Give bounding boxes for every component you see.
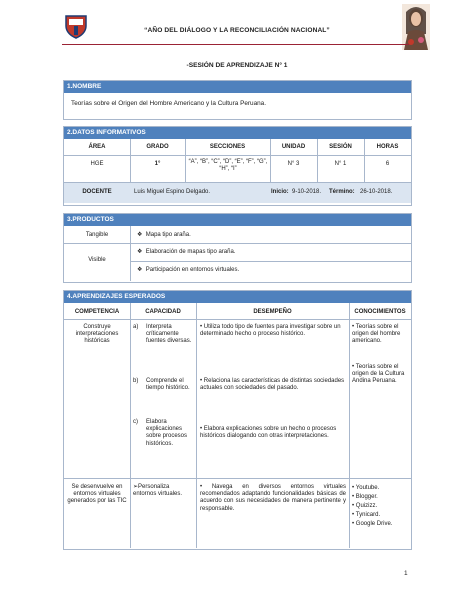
desempeno-text: Elabora explicaciones sobre un hecho o procesos históricos dialogando con otras interpretaciones. (200, 426, 337, 440)
diamond-bullet-icon: ❖ (137, 232, 143, 238)
col-divider (185, 139, 186, 183)
bullet-icon: • (200, 484, 212, 490)
inicio-label: Inicio: (271, 189, 289, 195)
visible-label: Visible (88, 257, 106, 263)
capacidad-2 (133, 484, 193, 498)
desempeno-item (200, 324, 346, 338)
value-area: HGE (90, 161, 104, 167)
visible-item-text: Elaboración de mapas tipo araña. (145, 249, 236, 255)
section-heading: 2.DATOS INFORMATIVOS (64, 127, 411, 139)
value-sesion: N° 1 (334, 161, 347, 167)
col-divider (364, 139, 365, 183)
conocimiento-text: Quizizz. (355, 503, 378, 509)
desempeno-item (200, 426, 346, 440)
conocimiento-item (352, 484, 410, 493)
nombre-text: Teorías sobre el Origen del Hombre Americano y la Cultura Peruana. (71, 100, 267, 107)
conocimiento-item (352, 493, 410, 502)
tangible-label: Tangible (85, 232, 109, 238)
col-desempeno: DESEMPEÑO (253, 309, 292, 315)
bullet-icon: • (352, 364, 356, 370)
header-divider (62, 44, 409, 45)
tangible-item-text: Mapa tipo araña. (145, 232, 191, 238)
capacidad-text: Elabora explicaciones sobre procesos históricos. (146, 419, 188, 447)
arrow-bullet-icon: ➢ (133, 484, 139, 490)
competencia-1: Construye interpretaciones históricas (75, 324, 119, 345)
col-unidad: UNIDAD (281, 144, 306, 150)
section-datos (63, 126, 412, 206)
bullet-icon: • (200, 324, 204, 330)
row-divider (64, 478, 411, 479)
conocimiento-item (352, 511, 410, 520)
docente-name: Luis Miguel Espino Delgado. (134, 189, 211, 195)
conocimientos-2 (352, 484, 410, 529)
conocimiento-text: Google Drive. (355, 521, 393, 527)
tangible-item (137, 232, 191, 240)
section-aprendizajes (63, 290, 412, 550)
col-divider (317, 139, 318, 183)
conocimiento-item (352, 324, 410, 346)
bullet-icon: • (352, 503, 356, 509)
col-divider (270, 139, 271, 183)
inicio-value: 9-10-2018. (292, 189, 322, 195)
diamond-bullet-icon: ❖ (137, 267, 143, 273)
col-secciones: SECCIONES (209, 144, 246, 150)
capacidad-letter: c) (133, 419, 138, 425)
col-horas: HORAS (376, 144, 399, 150)
bullet-icon: • (352, 494, 356, 500)
capacidad-2-text: Personaliza entornos virtuales. (133, 484, 183, 498)
bullet-icon: • (200, 378, 204, 384)
capacidad-letter: b) (133, 378, 139, 384)
col-divider (349, 303, 350, 548)
row-divider (64, 155, 411, 156)
bullet-icon: • (352, 521, 356, 527)
col-area: ÁREA (88, 144, 106, 150)
capacidad-text: Comprende el tiempo histórico. (146, 378, 190, 392)
col-divider (130, 139, 131, 183)
bullet-icon: • (352, 485, 356, 491)
section-heading: 4.APRENDIZAJES ESPERADOS (64, 291, 411, 303)
page-number: 1 (404, 570, 408, 577)
value-grado: 1° (154, 161, 161, 167)
session-title: -SESIÓN DE APRENDIZAJE N° 1 (186, 62, 288, 69)
conocimiento-item (352, 364, 410, 386)
col-divider (130, 226, 131, 281)
visible-item-text: Participación en entornos virtuales. (145, 267, 240, 273)
col-grado: GRADO (146, 144, 169, 150)
visible-item (137, 249, 235, 257)
competencia-2: Se desenvuelve en entornos virtuales generados por las TIC (67, 484, 127, 505)
conocimiento-item (352, 520, 410, 529)
section-heading: 1.NOMBRE (64, 81, 411, 93)
section-nombre (63, 80, 412, 120)
col-divider (130, 303, 131, 548)
row-divider (64, 243, 411, 244)
bullet-icon: • (352, 512, 356, 518)
value-secciones: “A”, “B”, “C”, “D”, “E”, “F”, “G”, “H”, “I” (188, 159, 268, 173)
section-heading: 3.PRODUCTOS (64, 214, 411, 226)
school-crest-icon (63, 13, 89, 39)
value-horas: 6 (385, 161, 390, 167)
conocimiento-text: Blogger. (355, 494, 378, 500)
header-title: “AÑO DEL DIÁLOGO Y LA RECONCILIACIÓN NACIONAL” (144, 27, 330, 34)
col-competencia: COMPETENCIA (74, 309, 120, 315)
conocimiento-item (352, 502, 410, 511)
bullet-icon: • (352, 324, 356, 330)
col-sesion: SESIÓN (329, 144, 352, 150)
section-productos (63, 213, 412, 283)
capacidad-text: Interpreta críticamente fuentes diversas. (146, 324, 192, 345)
row-divider (130, 261, 411, 262)
conocimiento-text: Teorías sobre el origen del hombre americano. (352, 324, 401, 345)
col-divider (196, 303, 197, 548)
conocimiento-text: Teorías sobre el origen de la Cultura Andina Peruana. (352, 364, 405, 385)
visible-item (137, 267, 239, 275)
desempeno-item (200, 378, 346, 392)
row-divider (64, 319, 411, 320)
desempeno-2 (200, 484, 346, 513)
termino-label: Término: (329, 189, 355, 195)
diamond-bullet-icon: ❖ (137, 249, 143, 255)
bullet-icon: • (200, 426, 204, 432)
value-unidad: N° 3 (287, 161, 300, 167)
col-capacidad: CAPACIDAD (145, 309, 181, 315)
docente-label: DOCENTE (82, 189, 112, 195)
desempeno-text: Relaciona las características de distintas sociedades actuales con sociedades del pasado. (200, 378, 345, 392)
conocimiento-text: Tynicard. (355, 512, 381, 518)
desempeno-text: Utiliza todo tipo de fuentes para investigar sobre un determinado hecho o proceso histórico. (200, 324, 341, 338)
col-conocimientos: CONOCIMIENTOS (354, 309, 406, 315)
conocimiento-text: Youtube. (355, 485, 380, 491)
desempeno-2-text: Navega en diversos entornos virtuales recomendados adaptando funcionalidades básicas de acuerdo con sus necesidades de manera pertinente y responsable. (200, 484, 346, 512)
termino-value: 26-10-2018. (360, 189, 393, 195)
capacidad-letter: a) (133, 324, 139, 330)
